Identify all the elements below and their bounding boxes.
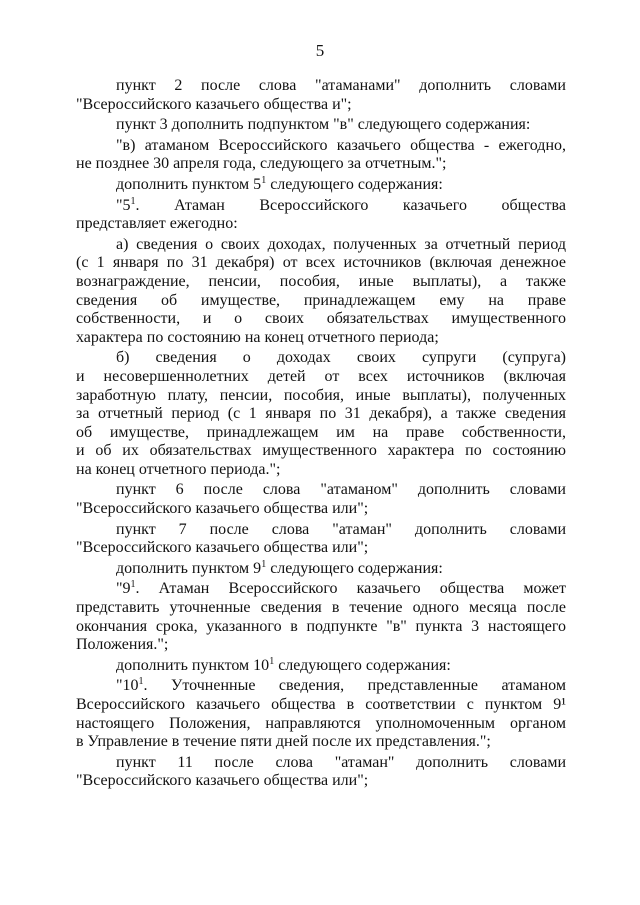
text-line: вознаграждение, пенсии, пособия, иные выплаты), а также xyxy=(76,272,566,290)
text-line: представляет ежегодно: xyxy=(76,215,238,233)
superscript: 1 xyxy=(261,174,267,186)
text-run: дополнить пунктом 9 xyxy=(116,559,262,577)
text-line: пункт 7 после слова "атаман" дополнить словами xyxy=(116,520,566,538)
text-line xyxy=(76,677,566,696)
text-line: представить уточненные сведения в течение одного месяца после xyxy=(76,599,566,617)
paragraph xyxy=(76,77,566,114)
text-line: "Всероссийского казачьего общества и"; xyxy=(76,95,352,113)
text-line: б) сведения о доходах своих супруги (супруга) xyxy=(116,349,566,367)
text-line: на конец отчетного периода."; xyxy=(76,460,281,478)
text-run: дополнить пунктом 5 xyxy=(116,175,262,193)
text-line: характера по состоянию на конец отчетного периода; xyxy=(76,328,439,346)
text-line: "Всероссийского казачьего общества или"; xyxy=(76,539,369,557)
text-line: Всероссийского казачьего общества в соответствии с пунктом 9¹ xyxy=(76,696,566,713)
paragraph xyxy=(76,481,566,518)
paragraph xyxy=(76,349,566,479)
text-run: "10 xyxy=(116,677,139,695)
page-number: 5 xyxy=(315,41,325,60)
text-line: и несовершеннолетних детей от всех источников (включая xyxy=(76,367,566,385)
text-line: и об их обязательствах имущественного характера по состоянию xyxy=(76,442,566,460)
text-line: пункт 6 после слова "атаманом" дополнить словами xyxy=(116,481,566,499)
text-line: настоящего Положения, направляются уполномоченным органом xyxy=(76,714,566,732)
text-run: дополнить пунктом 10 xyxy=(116,656,270,674)
paragraph xyxy=(76,560,566,579)
paragraph xyxy=(76,137,566,174)
document-body xyxy=(76,77,566,793)
paragraph xyxy=(76,197,566,234)
text-run: . Атаман Всероссийского казачьего общества может xyxy=(135,580,566,598)
superscript: 1 xyxy=(269,655,275,667)
text-line: "Всероссийского казачьего общества или"; xyxy=(76,500,369,518)
text-line xyxy=(76,197,566,216)
text-line: окончания срока, указанного в подпункте "в" пункта 3 настоящего xyxy=(76,617,566,635)
text-line: а) сведения о своих доходах, полученных за отчетный период xyxy=(116,235,566,253)
paragraph xyxy=(76,176,566,195)
text-line: не позднее 30 апреля года, следующего за отчетным."; xyxy=(76,155,447,173)
paragraph xyxy=(76,116,566,135)
text-run: следующего содержания: xyxy=(266,175,443,193)
text-line: сведения об имуществе, принадлежащем ему на праве xyxy=(76,291,566,309)
text-line: Положения."; xyxy=(76,636,169,654)
text-run: . Уточненные сведения, представленные атаманом xyxy=(143,677,566,695)
text-line: (с 1 января по 31 декабря) от всех источников (включая денежное xyxy=(76,254,566,272)
text-line: "Всероссийского казачьего общества или"; xyxy=(76,772,369,790)
superscript: 1 xyxy=(130,195,136,207)
text-line: "в) атаманом Всероссийского казачьего общества - ежегодно, xyxy=(116,136,566,154)
text-run: следующего содержания: xyxy=(266,559,443,577)
text-line: за отчетный период (с 1 января по 31 декабря), а также сведения xyxy=(76,405,566,423)
superscript: 1 xyxy=(130,579,136,591)
text-line xyxy=(76,657,566,676)
text-run: . Атаман Всероссийского казачьего общества xyxy=(135,196,566,214)
text-line xyxy=(76,560,566,579)
paragraph xyxy=(76,580,566,654)
text-line: в Управление в течение пяти дней после их представления."; xyxy=(76,733,491,751)
superscript: 1 xyxy=(261,558,267,570)
paragraph xyxy=(76,754,566,791)
paragraph xyxy=(76,236,566,348)
text-run: "5 xyxy=(116,196,131,214)
text-run: следующего содержания: xyxy=(274,656,451,674)
superscript: 1 xyxy=(138,676,144,688)
text-line: пункт 2 после слова "атаманами" дополнить словами xyxy=(116,77,566,94)
text-run: "9 xyxy=(116,580,131,598)
paragraph xyxy=(76,677,566,751)
text-line xyxy=(76,176,566,195)
text-line: заработную плату, пенсии, пособия, иные выплаты), полученных xyxy=(76,386,566,404)
text-line: пункт 11 после слова "атаман" дополнить словами xyxy=(116,753,566,771)
text-line: об имуществе, принадлежащем им на праве собственности, xyxy=(76,423,566,441)
text-line: пункт 3 дополнить подпунктом "в" следующего содержания: xyxy=(116,116,531,134)
text-line xyxy=(76,580,566,599)
paragraph xyxy=(76,657,566,676)
paragraph xyxy=(76,521,566,558)
text-line: собственности, и о своих обязательствах имущественного xyxy=(76,310,566,328)
